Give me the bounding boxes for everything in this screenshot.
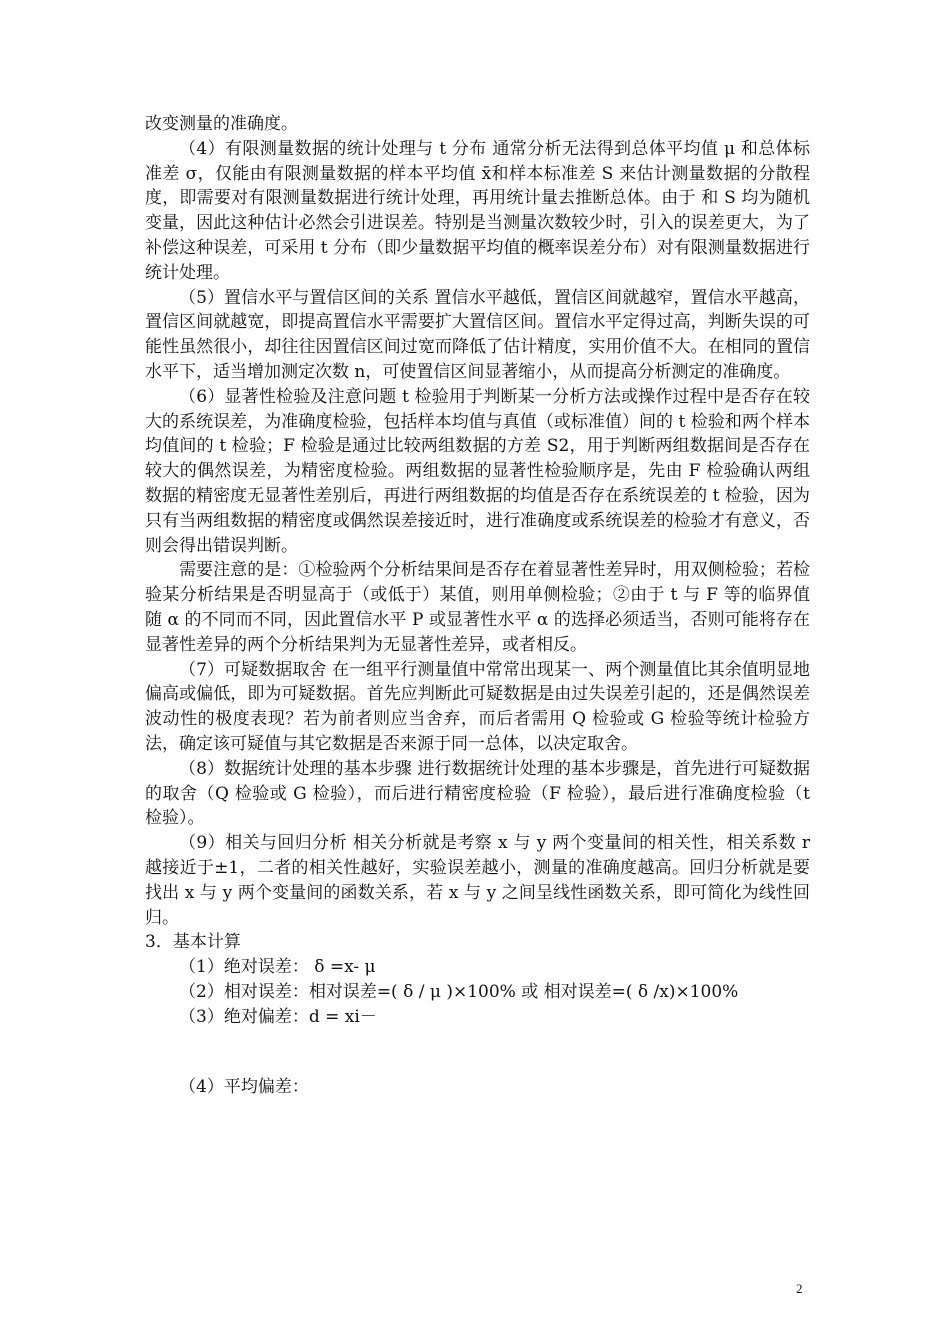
paragraph-significance-test: （6）显著性检验及注意问题 t 检验用于判断某一分析方法或操作过程中是否存在较大的系统误差，为准确度检验，包括样本均值与真值（或标准值）间的 t 检验和两个样本均值间的 t 检验；F 检验是通过比较两组数据的方差 S2，用于判断两组数据间是否存在较大的偶然误差，为精密度检验。两组数据的显著性检验顺序是，先由 F 检验确认两组数据的精密度无显著性差别后，再进行两组数据的均值是否存在系统误差的 t 检验，因为只有当两组数据的精密度或偶然误差接近时，进行准确度或系统误差的检验才有意义，否则会得出错误判断。	[145, 386, 810, 556]
paragraph-suspicious-data: （7）可疑数据取舍 在一组平行测量值中常常出现某一、两个测量值比其余值明显地偏高或偏低，即为可疑数据。首先应判断此可疑数据是由过失误差引起的，还是偶然误差波动性的极度表现？若为前者则应当舍弃，而后者需用 Q 检验或 G 检验等统计检验方法，确定该可疑值与其它数据是否来源于同一总体，以决定取舍。	[145, 659, 810, 754]
paragraph-t-distribution: （4）有限测量数据的统计处理与 t 分布 通常分析无法得到总体平均值 μ 和总体标准差 σ，仅能由有限测量数据的样本平均值 x̄和样本标准差 S 来估计测量数据的分散程度，即需要对有限测量数据进行统计处理，再用统计量去推断总体。由于 和 S 均为随机变量，因此这种估计必然会引进误差。特别是当测量次数较少时，引入的误差更大，为了补偿这种误差，可采用 t 分布（即少量数据平均值的概率误差分布）对有限测量数据进行统计处理。	[145, 138, 810, 283]
section-heading-basic-calculation: 3．基本计算	[145, 932, 241, 953]
paragraph-notes: 需要注意的是：①检验两个分析结果间是否存在着显著性差异时，用双侧检验；若检验某分析结果是否明显高于（或低于）某值，则用单侧检验；②由于 t 与 F 等的临界值随 α 的不同而不同，因此置信水平 P 或显著性水平 α 的选择必须适当，否则可能将存在显著性差异的两个分析结果判为无显著性差异，或者相反。	[145, 560, 810, 655]
paragraph-continuation: 改变测量的准确度。	[145, 114, 298, 134]
paragraph-regression: （9）相关与回归分析 相关分析就是考察 x 与 y 两个变量间的相关性，相关系数 r 越接近于±1，二者的相关性越好，实验误差越小，测量的准确度越高。回归分析就是要找出 x 与 y 两个变量间的函数关系，若 x 与 y 之间呈线性函数关系，即可简化为线性回归。	[145, 833, 810, 928]
formula-absolute-deviation: （3）绝对偏差：d = xi－	[179, 1006, 377, 1027]
body-text	[145, 112, 810, 1100]
paragraph-confidence-level: （5）置信水平与置信区间的关系 置信水平越低，置信区间就越窄，置信水平越高，置信区间就越宽，即提高置信水平需要扩大置信区间。置信水平定得过高，判断失误的可能性虽然很小，却往往因置信区间过宽而降低了估计精度，实用价值不大。在相同的置信水平下，适当增加测定次数 n，可使置信区间显著缩小，从而提高分析测定的准确度。	[145, 287, 810, 382]
formula-relative-error: （2）相对误差：相对误差=( δ / μ )×100% 或 相对误差=( δ /x)×100%	[179, 981, 739, 1002]
formula-gap	[145, 1029, 810, 1075]
page-number: 2	[796, 1281, 803, 1296]
paragraph-basic-steps: （8）数据统计处理的基本步骤 进行数据统计处理的基本步骤是，首先进行可疑数据的取舍（Q 检验或 G 检验），而后进行精密度检验（F 检验），最后进行准确度检验（t 检验）。	[145, 758, 810, 829]
formula-absolute-error: （1）绝对误差： δ =x- μ	[179, 957, 376, 978]
formula-average-deviation: （4）平均偏差：	[179, 1077, 309, 1098]
